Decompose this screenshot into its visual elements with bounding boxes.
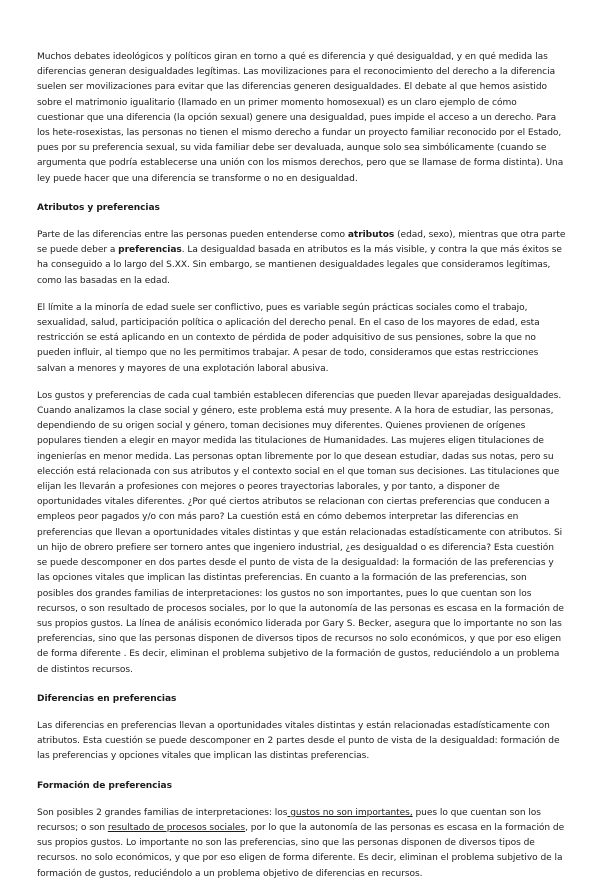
- atributos-term: atributos: [347, 230, 395, 241]
- intro-paragraph: Muchos debates ideológicos y políticos giran en torno a qué es diferencia y qué desigualdad, y en qué medida las diferencias generan desigualdades legítimas. Las movilizaciones para el reconocimiento del derecho a la diferencia suelen ser movilizaciones para evitar que las diferencias generen desigualdades. El debate al que hemos asistido sobre el matrimonio igualitario (llamado en un primer momento homosexual) es un claro ejemplo de cómo cuestionar que una diferencia (la opción sexual) genere una desigualdad, pues impide el acceso a un derecho. Para los hete-rosexistas, las personas no tienen el mismo derecho a fundar un proyecto familiar reconocido por el Estado, pues por su preferencia sexual, su vida familiar debe ser devaluada, aunque solo sea simbólicamente (cuando se argumenta que podría establecerse una unión con los mismos derechos, pero que se llamase de forma distinta). Una ley puede hacer que una diferencia se transforme o no en desigualdad.: [37, 52, 564, 184]
- heading-formacion-de-preferencias: Formación de preferencias: [37, 780, 172, 791]
- formacion-paragraph: [37, 806, 566, 882]
- text-run: Son posibles 2 grandes familias de interpretaciones: los: [37, 807, 288, 818]
- minoria-de-edad-paragraph: El límite a la minoría de edad suele ser conflictivo, pues es variable según prácticas sociales como el trabajo, sexualidad, salud, participación política o aplicación del derecho penal. En el caso de los mayores de edad, esta restricción se está aplicando en un contexto de pérdida de poder adquisitivo de sus pensiones, sobre la que no pueden influir, al tiempo que no les permitimos trabajar. A pesar de todo, consideramos que estas restricciones salvan a menores y mayores de una explotación laboral abusiva.: [37, 302, 540, 374]
- underlined-gustos-no-importantes: gustos no son importantes,: [287, 807, 413, 818]
- text-run: Parte de las diferencias entre las personas pueden entenderse como: [37, 230, 348, 241]
- gustos-y-preferencias-paragraph: Los gustos y preferencias de cada cual también establecen diferencias que pueden llevar aparejadas desigualdades. Cuando analizamos la clase social y género, este problema está muy presente. A la hora de estudiar, las personas, dependiendo de su origen social y género, toman decisiones muy diferentes. Quienes provienen de orígenes populares tienden a elegir en mayor medida las titulaciones de Humanidades. Las mujeres eligen titulaciones de ingenierías en menor medida. Las personas optan libremente por lo que desean estudiar, dadas sus notas, pero su elección está relacionada con sus atributos y el contexto social en el que toman sus decisiones. Las titulaciones que elijan les llevarán a profesiones con mejores o peores trayectorias laborales, y por tanto, a disponer de oportunidades vitales diferentes. ¿Por qué ciertos atributos se relacionan con ciertas preferencias que conducen a empleos peor pagados y/o con más paro? La cuestión está en cómo debemos interpretar las diferencias en preferencias que llevan a oportunidades vitales distintas y que están relacionadas estadísticamente con atributos. Si un hijo de obrero prefiere ser tornero antes que ingeniero industrial, ¿es desigualdad o es diferencia? Esta cuestión se puede descomponer en dos partes desde el punto de vista de la desigualdad: la formación de las preferencias y las opciones vitales que implican las distintas preferencias. En cuanto a la formación de las preferencias, son posibles dos grandes familias de interpretaciones: los gustos no son importantes, pues lo que cuentan son los recursos, o son resultado de procesos sociales, por lo que la autonomía de las personas es escasa en la formación de sus propios gustos. La línea de análisis económico liderada por Gary S. Becker, asegura que lo importante no son las preferencias, sino que las personas disponen de diversos tipos de recursos no solo económicos, y que por eso eligen de forma diferente . Es decir, eliminan el problema subjetivo de la formación de gustos, reduciéndolo a un problema de distintos recursos.: [37, 390, 564, 675]
- preferencias-term: preferencias: [118, 245, 182, 256]
- text-run: pues lo que cuentan son los recursos; o son: [37, 807, 541, 833]
- heading-diferencias-en-preferencias: Diferencias en preferencias: [37, 693, 177, 704]
- text-run: . La desigualdad basada en atributos es la más visible, y contra la que más éxitos se ha conseguido a lo largo del S.XX. Sin embargo, se mantienen desigualdades legales que consideramos legítimas, como las basadas en la edad.: [37, 245, 562, 286]
- underlined-procesos-sociales: resultado de procesos sociales: [107, 822, 246, 833]
- heading-atributos-y-preferencias: Atributos y preferencias: [37, 202, 160, 213]
- atributos-paragraph: [37, 228, 566, 289]
- diferencias-paragraph: Las diferencias en preferencias llevan a oportunidades vitales distintas y están relacionadas estadísticamente con atributos. Esta cuestión se puede descomponer en 2 partes desde el punto de vista de la desigualdad: formación de las preferencias y opciones vitales que implican las distintas preferencias.: [37, 720, 560, 762]
- text-run: , por lo que la autonomía de las personas es escasa en la formación de sus propios gustos. Lo importante no son las preferencias, sino que las personas disponen de diversos tipos de recursos. no solo económicos, y que por eso eligen de forma diferente. Es decir, eliminan el problema subjetivo de la formación de gustos, reduciéndolo a un problema objetivo de diferencias en recursos.: [37, 822, 565, 879]
- text-run: (edad, sexo), mientras que otra parte se puede deber a: [37, 230, 566, 256]
